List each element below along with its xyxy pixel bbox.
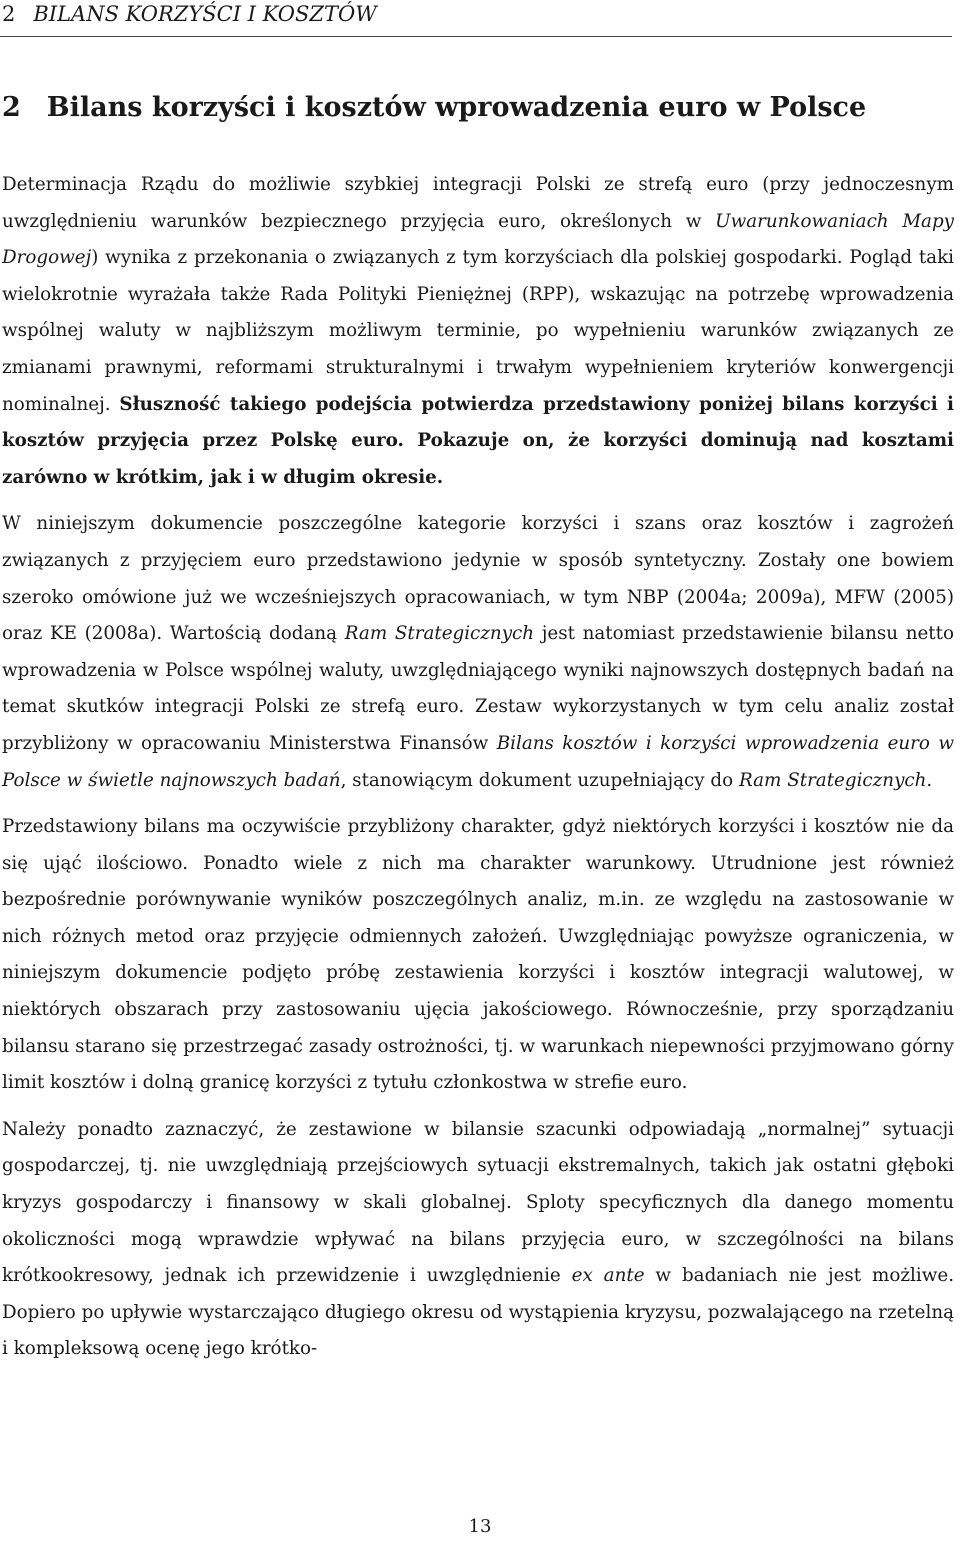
running-head-number: 2	[2, 2, 16, 26]
running-head-rule	[0, 36, 952, 37]
paragraph-4-italic-ex-ante: ex ante	[571, 1265, 645, 1287]
paragraph-2-text: W niniejszym dokumencie poszczególne kategorie korzyści i szans oraz kosztów i zagrożeń związanych z przyjęciem euro przedstawiono jedynie w sposób syntetyczny. Zostały one bowiem szeroko omówione już we wcześniejszych opracowaniach, w tym NBP (2004a; 2009a), MFW (2005) oraz KE (2008a). Wartością dodaną	[2, 513, 954, 645]
paragraph-3-text: Przedstawiony bilans ma oczywiście przybliżony charakter, gdyż niektórych korzyści i kosztów nie da się ująć ilościowo. Ponadto wiele z nich ma charakter warunkowy. Utrudnione jest również bezpośrednie porównywanie wyników poszczególnych analiz, m.in. ze względu na zastosowanie w nich różnych metod oraz przyjęcie odmiennych założeń. Uwzględniając powyższe ograniczenia, w niniejszym dokumencie podjęto próbę zestawienia korzyści i kosztów integracji walutowej, w niektórych obszarach przy zastosowaniu ujęcia jakościowego. Równocześnie, przy sporządzaniu bilansu starano się przestrzegać zasady ostrożności, tj. w warunkach niepewności przyjmowano górny limit kosztów i dolną granicę korzyści z tytułu członkostwa w strefie euro.	[2, 816, 954, 1094]
paragraph-2	[2, 506, 954, 799]
page-number: 13	[468, 1516, 492, 1537]
paragraph-4	[2, 1112, 954, 1368]
paragraph-2-italic-ram: Ram Strategicznych	[344, 623, 535, 645]
section-number: 2	[2, 92, 21, 123]
paragraph-1-italic-title: Uwarunkowaniach Mapy Drogowej	[2, 210, 954, 269]
paragraph-4-text: Należy ponadto zaznaczyć, że zestawione w bilansie szacunki odpowiadają „normalnej” sytuacji gospodarczej, tj. nie uwzględniają przejściowych sytuacji ekstremalnych, takich jak ostatni głęboki kryzys gospodarczy i finansowy w skali globalnej. Sploty specyficznych dla danego momentu okoliczności mogą wprawdzie wpływać na bilans przyjęcia euro, w szczególności na bilans krótkookresowy, jednak ich przewidzenie i uwzględnienie	[2, 1118, 954, 1287]
paragraph-1	[2, 167, 954, 496]
paragraph-1-text: Determinacja Rządu do możliwie szybkiej integracji Polski ze strefą euro (przy jednoczesnym uwzględnieniu warunków bezpiecznego przyjęcia euro, określonych w	[2, 174, 954, 232]
paragraph-4-text-cont: w badaniach nie jest możliwe. Dopiero po upływie wystarczająco długiego okresu od wystąpienia kryzysu, pozwalającego na rzetelną i kompleksową ocenę jego krótko-	[2, 1265, 954, 1360]
paragraph-2-italic-publication: Bilans kosztów i korzyści wprowadzenia euro w Polsce w świetle najnowszych badań	[2, 732, 954, 791]
paragraph-2-text-cont: jest natomiast przedstawienie bilansu netto wprowadzenia w Polsce wspólnej waluty, uwzględniającego wyniki najnowszych dostępnych badań na temat skutków integracji Polski ze strefą euro. Zestaw wykorzystanych w tym celu analiz został przybliżony w opracowaniu Ministerstwa Finansów	[2, 623, 954, 754]
paragraph-2-text-cont2: , stanowiącym dokument uzupełniający do	[340, 769, 739, 791]
paragraph-2-end: .	[926, 769, 933, 791]
body-text	[2, 167, 954, 1368]
running-head	[2, 0, 952, 28]
paragraph-3	[2, 809, 954, 1102]
section-heading	[2, 90, 952, 126]
running-head-title: BILANS KORZYŚCI I KOSZTÓW	[33, 2, 377, 26]
paragraph-1-text-cont: ) wynika z przekonania o związanych z tym korzyściach dla polskiej gospodarki. Pogląd taki wielokrotnie wyrażała także Rada Polityki Pieniężnej (RPP), wskazując na potrzebę wprowadzenia wspólnej waluty w najbliższym możliwym terminie, po wypełnieniu warunków związanych ze zmianami prawnymi, reformami strukturalnymi i trwałym wypełnieniem kryteriów konwergencji nominalnej.	[2, 247, 954, 415]
section-title: Bilans korzyści i kosztów wprowadzenia euro w Polsce	[46, 92, 867, 123]
paragraph-1-bold-conclusion: Słuszność takiego podejścia potwierdza przedstawiony poniżej bilans korzyści i kosztów przyjęcia przez Polskę euro. Pokazuje on, że korzyści dominują nad kosztami zarówno w krótkim, jak i w długim okresie.	[2, 393, 954, 488]
paragraph-2-italic-ram-2: Ram Strategicznych	[738, 769, 927, 791]
